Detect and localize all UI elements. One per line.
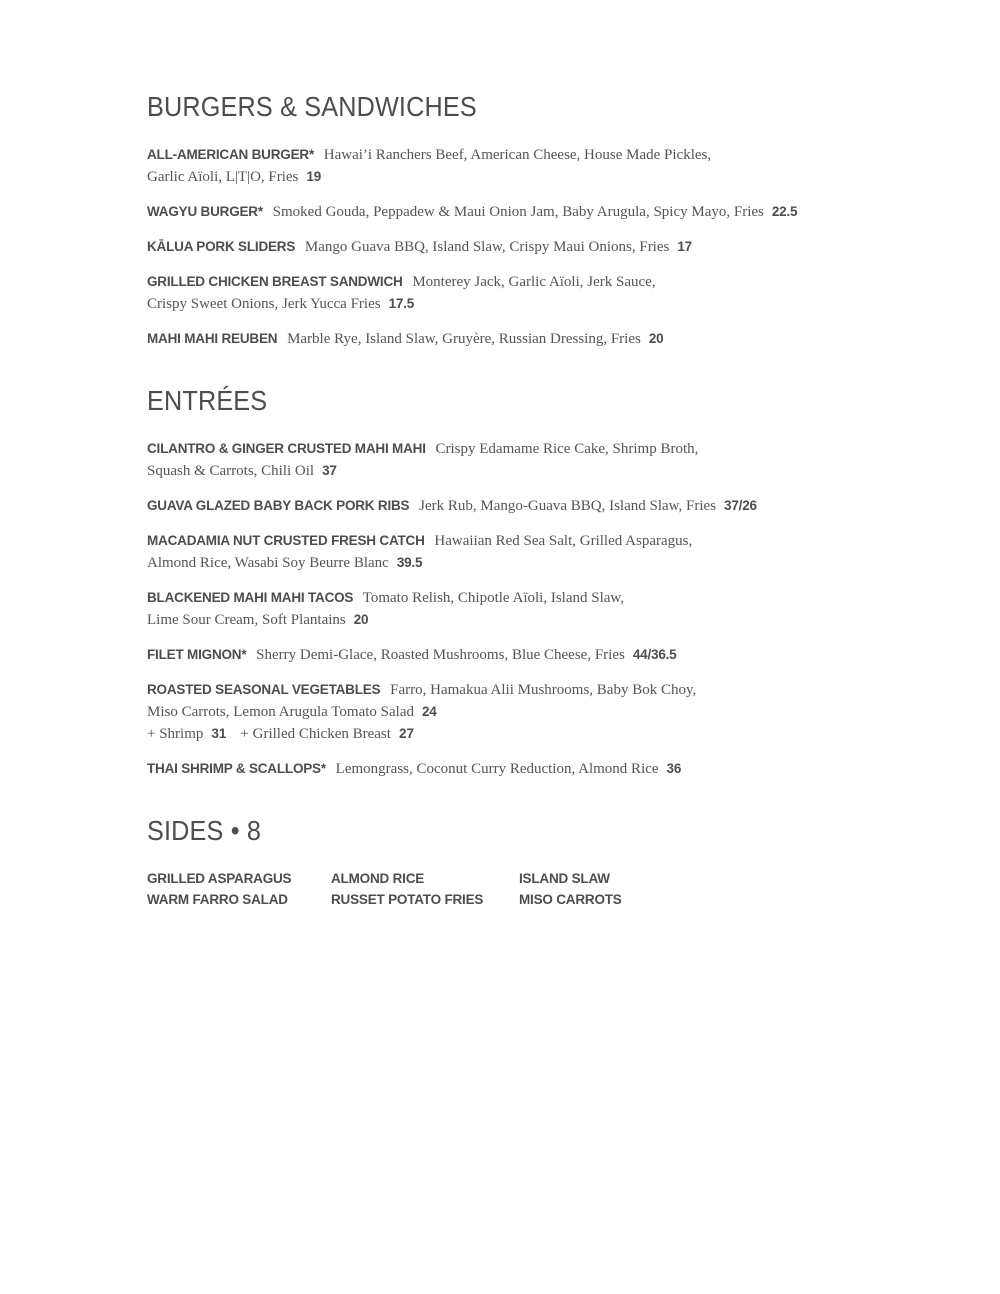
item-description: Miso Carrots, Lemon Arugula Tomato Salad [147, 704, 414, 720]
side-item: ALMOND RICE [331, 871, 425, 886]
item-price: 20 [648, 331, 664, 346]
item-description: Farro, Hamakua Alii Mushrooms, Baby Bok Choy, [390, 682, 697, 698]
item-description: Tomato Relish, Chipotle Aïoli, Island Slaw, [362, 590, 625, 606]
item-price: 44/36.5 [632, 647, 677, 662]
addon-label: + Shrimp [147, 726, 204, 742]
item-description: Monterey Jack, Garlic Aïoli, Jerk Sauce, [412, 274, 656, 290]
item-name: ALL-AMERICAN BURGER* [147, 147, 314, 162]
item-price: 20 [353, 612, 369, 627]
section-sides [147, 814, 867, 910]
item-description: Hawaiian Red Sea Salt, Grilled Asparagus, [434, 533, 693, 549]
item-name: FILET MIGNON* [147, 647, 247, 662]
menu-item [147, 758, 847, 780]
section-title: SIDES • 8 [147, 815, 262, 846]
section-title: BURGERS & SANDWICHES [147, 91, 477, 122]
addon-price: 31 [211, 726, 227, 741]
menu-item [147, 201, 867, 223]
item-name: GUAVA GLAZED BABY BACK PORK RIBS [147, 498, 410, 513]
item-description: Hawai’i Ranchers Beef, American Cheese, House Made Pickles, [323, 147, 712, 163]
addon-label: + Grilled Chicken Breast [240, 726, 391, 742]
item-price: 36 [666, 761, 682, 776]
item-price: 37 [322, 463, 337, 478]
menu-item [147, 644, 847, 666]
item-price: 24 [421, 704, 437, 719]
item-description: Sherry Demi-Glace, Roasted Mushrooms, Blue Cheese, Fries [256, 647, 625, 663]
item-name: BLACKENED MAHI MAHI TACOS [147, 590, 354, 605]
item-description: Smoked Gouda, Peppadew & Maui Onion Jam, Baby Arugula, Spicy Mayo, Fries [272, 204, 764, 220]
item-price: 17.5 [388, 296, 415, 311]
item-price: 39.5 [396, 555, 423, 570]
item-description: Crispy Edamame Rice Cake, Shrimp Broth, [435, 441, 699, 457]
menu-item [147, 679, 847, 745]
menu-item [147, 236, 847, 258]
item-price: 19 [306, 169, 322, 184]
item-description: Lemongrass, Coconut Curry Reduction, Almond Rice [335, 761, 659, 777]
side-item: GRILLED ASPARAGUS [147, 871, 292, 886]
item-name: MACADAMIA NUT CRUSTED FRESH CATCH [147, 533, 425, 548]
item-price: 37/26 [724, 498, 757, 513]
menu-item [147, 495, 847, 517]
item-name: KĀLUA PORK SLIDERS [147, 239, 296, 254]
item-name: GRILLED CHICKEN BREAST SANDWICH [147, 274, 403, 289]
item-name: WAGYU BURGER* [147, 204, 263, 219]
item-description: Crispy Sweet Onions, Jerk Yucca Fries [147, 296, 381, 312]
sides-list [147, 868, 867, 910]
section-entrees [147, 384, 867, 780]
item-description: Almond Rice, Wasabi Soy Beurre Blanc [147, 555, 389, 571]
item-description: Jerk Rub, Mango-Guava BBQ, Island Slaw, Fries [419, 498, 717, 514]
side-item: RUSSET POTATO FRIES [331, 892, 484, 907]
item-description: Lime Sour Cream, Soft Plantains [147, 612, 346, 628]
menu-item [147, 144, 847, 188]
section-title: ENTRÉES [147, 385, 268, 416]
item-name: MAHI MAHI REUBEN [147, 331, 278, 346]
addon-price: 27 [398, 726, 414, 741]
item-description: Garlic Aïoli, L|T|O, Fries [147, 169, 299, 185]
side-item: ISLAND SLAW [519, 871, 610, 886]
item-price: 22.5 [771, 204, 798, 219]
menu-item [147, 587, 847, 631]
menu-item [147, 530, 847, 574]
item-description: Squash & Carrots, Chili Oil [147, 463, 315, 479]
menu-item [147, 271, 847, 315]
side-item: MISO CARROTS [519, 892, 622, 907]
side-item: WARM FARRO SALAD [147, 892, 288, 907]
menu-page [147, 90, 867, 910]
item-name: ROASTED SEASONAL VEGETABLES [147, 682, 381, 697]
section-burgers-sandwiches [147, 90, 867, 350]
item-name: THAI SHRIMP & SCALLOPS* [147, 761, 326, 776]
item-price: 17 [677, 239, 692, 254]
item-name: CILANTRO & GINGER CRUSTED MAHI MAHI [147, 441, 426, 456]
item-description: Marble Rye, Island Slaw, Gruyère, Russian Dressing, Fries [287, 331, 641, 347]
menu-item [147, 328, 847, 350]
menu-item [147, 438, 847, 482]
item-description: Mango Guava BBQ, Island Slaw, Crispy Maui Onions, Fries [304, 239, 670, 255]
